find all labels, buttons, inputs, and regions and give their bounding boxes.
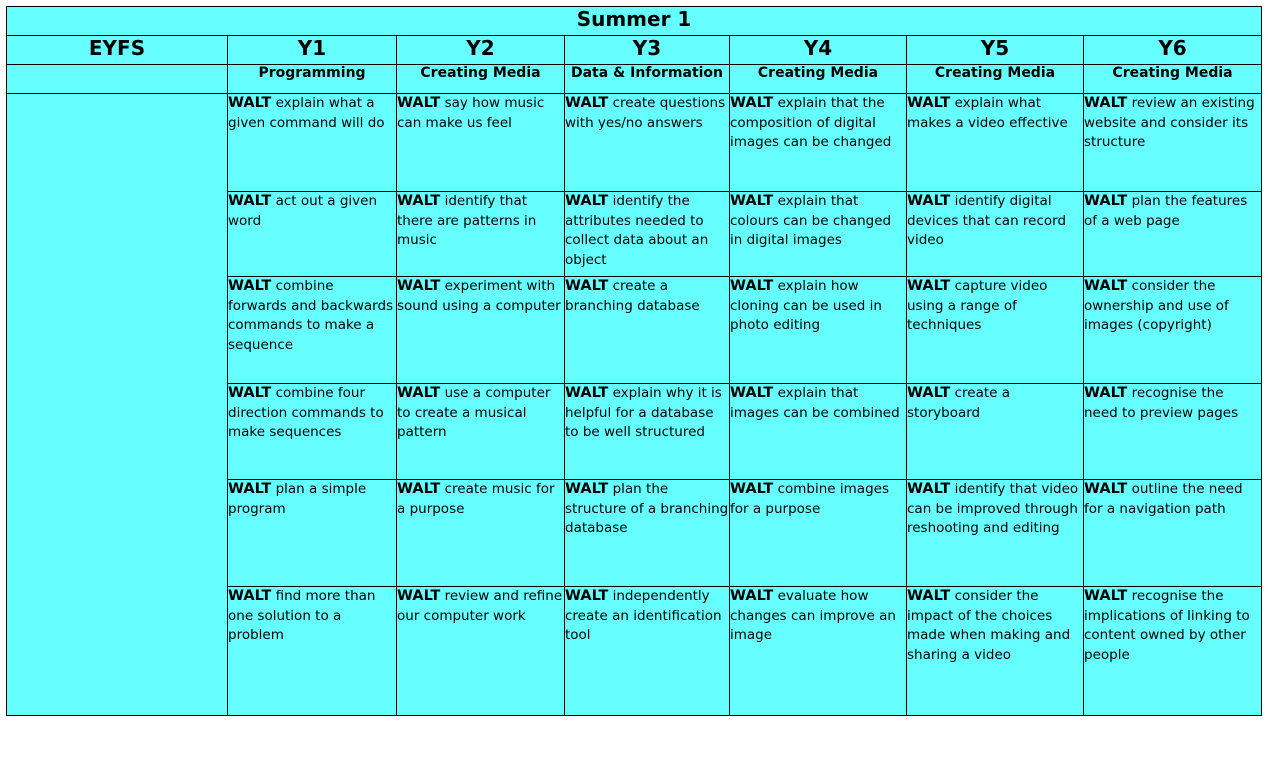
objective-text: combine images for a purpose bbox=[730, 481, 889, 517]
objective-text: consider the ownership and use of images (copyright) bbox=[1084, 278, 1229, 333]
objective-cell-y6 bbox=[1084, 192, 1262, 277]
walt-label: WALT bbox=[397, 193, 441, 209]
walt-label: WALT bbox=[730, 588, 774, 604]
walt-label: WALT bbox=[228, 278, 272, 294]
objective-text: plan the structure of a branching database bbox=[565, 481, 729, 536]
walt-label: WALT bbox=[565, 588, 609, 604]
objective-cell-y5 bbox=[907, 277, 1084, 384]
objective-cell-y1 bbox=[228, 192, 397, 277]
objective-text: explain what makes a video effective bbox=[907, 95, 1068, 131]
walt-label: WALT bbox=[1084, 385, 1128, 401]
objective-cell-y4 bbox=[730, 192, 907, 277]
objective-cell-y4 bbox=[730, 94, 907, 192]
objective-cell-y2 bbox=[397, 480, 565, 587]
year-header-row bbox=[7, 36, 1262, 65]
objective-cell-y5 bbox=[907, 587, 1084, 716]
objective-text: identify the attributes needed to collect data about an object bbox=[565, 193, 709, 268]
objective-cell-y2 bbox=[397, 277, 565, 384]
objective-text: identify that there are patterns in music bbox=[397, 193, 537, 248]
objective-text: evaluate how changes can improve an image bbox=[730, 588, 896, 643]
objective-text: outline the need for a navigation path bbox=[1084, 481, 1243, 517]
objective-text: identify that video can be improved through reshooting and editing bbox=[907, 481, 1079, 536]
objective-text: use a computer to create a musical pattern bbox=[397, 385, 551, 440]
objective-cell-y3 bbox=[565, 480, 730, 587]
year-header-y1: Y1 bbox=[228, 36, 397, 65]
objective-cell-y1 bbox=[228, 587, 397, 716]
walt-label: WALT bbox=[565, 278, 609, 294]
objective-cell-y3 bbox=[565, 192, 730, 277]
objective-text: plan the features of a web page bbox=[1084, 193, 1248, 229]
objective-cell-y1 bbox=[228, 480, 397, 587]
subject-header-y5: Creating Media bbox=[907, 65, 1084, 94]
objective-cell-y4 bbox=[730, 384, 907, 480]
objective-text: act out a given word bbox=[228, 193, 378, 229]
walt-label: WALT bbox=[565, 481, 609, 497]
walt-label: WALT bbox=[228, 95, 272, 111]
subject-header-row bbox=[7, 65, 1262, 94]
objective-cell-y1 bbox=[228, 94, 397, 192]
year-header-y5: Y5 bbox=[907, 36, 1084, 65]
objective-text: review and refine our computer work bbox=[397, 588, 563, 624]
walt-label: WALT bbox=[730, 481, 774, 497]
objective-text: explain that colours can be changed in digital images bbox=[730, 193, 892, 248]
walt-label: WALT bbox=[907, 588, 951, 604]
walt-label: WALT bbox=[565, 95, 609, 111]
walt-label: WALT bbox=[1084, 481, 1128, 497]
objective-text: create a storyboard bbox=[907, 385, 1011, 421]
objective-cell-y4 bbox=[730, 587, 907, 716]
walt-label: WALT bbox=[730, 193, 774, 209]
walt-label: WALT bbox=[730, 278, 774, 294]
walt-label: WALT bbox=[1084, 588, 1128, 604]
objective-text: combine four direction commands to make sequences bbox=[228, 385, 384, 440]
walt-label: WALT bbox=[730, 95, 774, 111]
walt-label: WALT bbox=[907, 385, 951, 401]
objective-cell-y6 bbox=[1084, 384, 1262, 480]
year-header-y6: Y6 bbox=[1084, 36, 1262, 65]
objective-text: experiment with sound using a computer bbox=[397, 278, 561, 314]
objective-cell-y2 bbox=[397, 384, 565, 480]
objective-cell-y6 bbox=[1084, 587, 1262, 716]
objective-text: combine forwards and backwards commands to make a sequence bbox=[228, 278, 394, 353]
walt-label: WALT bbox=[397, 385, 441, 401]
objective-text: plan a simple program bbox=[228, 481, 367, 517]
walt-label: WALT bbox=[397, 588, 441, 604]
walt-label: WALT bbox=[1084, 193, 1128, 209]
objective-text: identify digital devices that can record video bbox=[907, 193, 1067, 248]
lesson-rows bbox=[7, 94, 1262, 716]
objective-text: explain what a given command will do bbox=[228, 95, 385, 131]
walt-label: WALT bbox=[228, 385, 272, 401]
objective-cell-y3 bbox=[565, 587, 730, 716]
walt-label: WALT bbox=[397, 278, 441, 294]
subject-header-y6: Creating Media bbox=[1084, 65, 1262, 94]
walt-label: WALT bbox=[907, 95, 951, 111]
objective-cell-y2 bbox=[397, 94, 565, 192]
walt-label: WALT bbox=[565, 193, 609, 209]
walt-label: WALT bbox=[907, 278, 951, 294]
objective-text: create music for a purpose bbox=[397, 481, 555, 517]
objective-text: recognise the implications of linking to content owned by other people bbox=[1084, 588, 1250, 663]
year-header-y4: Y4 bbox=[730, 36, 907, 65]
year-header-y3: Y3 bbox=[565, 36, 730, 65]
objective-text: create questions with yes/no answers bbox=[565, 95, 726, 131]
objective-cell-y5 bbox=[907, 192, 1084, 277]
objective-text: explain how cloning can be used in photo editing bbox=[730, 278, 882, 333]
objective-text: create a branching database bbox=[565, 278, 700, 314]
objective-text: independently create an identification tool bbox=[565, 588, 722, 643]
objective-text: say how music can make us feel bbox=[397, 95, 545, 131]
walt-label: WALT bbox=[228, 481, 272, 497]
subject-header-y1: Programming bbox=[228, 65, 397, 94]
objective-cell-y4 bbox=[730, 480, 907, 587]
objective-cell-y5 bbox=[907, 94, 1084, 192]
objective-cell-y2 bbox=[397, 192, 565, 277]
objective-text: explain why it is helpful for a database to be well structured bbox=[565, 385, 722, 440]
objective-cell-y1 bbox=[228, 277, 397, 384]
subject-header-y3: Data & Information bbox=[565, 65, 730, 94]
objective-cell-y6 bbox=[1084, 94, 1262, 192]
objective-text: review an existing website and consider its structure bbox=[1084, 95, 1255, 150]
walt-label: WALT bbox=[228, 193, 272, 209]
walt-label: WALT bbox=[907, 193, 951, 209]
walt-label: WALT bbox=[730, 385, 774, 401]
objective-cell-y3 bbox=[565, 384, 730, 480]
objective-cell-y6 bbox=[1084, 480, 1262, 587]
walt-label: WALT bbox=[1084, 95, 1128, 111]
objective-cell-y3 bbox=[565, 277, 730, 384]
walt-label: WALT bbox=[565, 385, 609, 401]
walt-label: WALT bbox=[397, 95, 441, 111]
walt-label: WALT bbox=[397, 481, 441, 497]
objective-cell-y5 bbox=[907, 384, 1084, 480]
year-header-eyfs: EYFS bbox=[7, 36, 228, 65]
objective-cell-y2 bbox=[397, 587, 565, 716]
objective-cell-y1 bbox=[228, 384, 397, 480]
walt-label: WALT bbox=[228, 588, 272, 604]
subject-header-y2: Creating Media bbox=[397, 65, 565, 94]
walt-label: WALT bbox=[907, 481, 951, 497]
summer-1-curriculum-table bbox=[6, 6, 1262, 716]
subject-header-y4: Creating Media bbox=[730, 65, 907, 94]
table-title: Summer 1 bbox=[7, 7, 1262, 36]
lesson-row bbox=[7, 94, 1262, 192]
objective-text: explain that images can be combined bbox=[730, 385, 900, 421]
objective-text: explain that the composition of digital images can be changed bbox=[730, 95, 892, 150]
subject-header-eyfs bbox=[7, 65, 228, 94]
objective-text: consider the impact of the choices made when making and sharing a video bbox=[907, 588, 1071, 663]
walt-label: WALT bbox=[1084, 278, 1128, 294]
objective-cell-y6 bbox=[1084, 277, 1262, 384]
objective-cell-y3 bbox=[565, 94, 730, 192]
objective-text: find more than one solution to a problem bbox=[228, 588, 376, 643]
objective-text: recognise the need to preview pages bbox=[1084, 385, 1239, 421]
objective-cell-y5 bbox=[907, 480, 1084, 587]
eyfs-empty-cell bbox=[7, 94, 228, 716]
objective-text: capture video using a range of techniques bbox=[907, 278, 1048, 333]
year-header-y2: Y2 bbox=[397, 36, 565, 65]
objective-cell-y4 bbox=[730, 277, 907, 384]
